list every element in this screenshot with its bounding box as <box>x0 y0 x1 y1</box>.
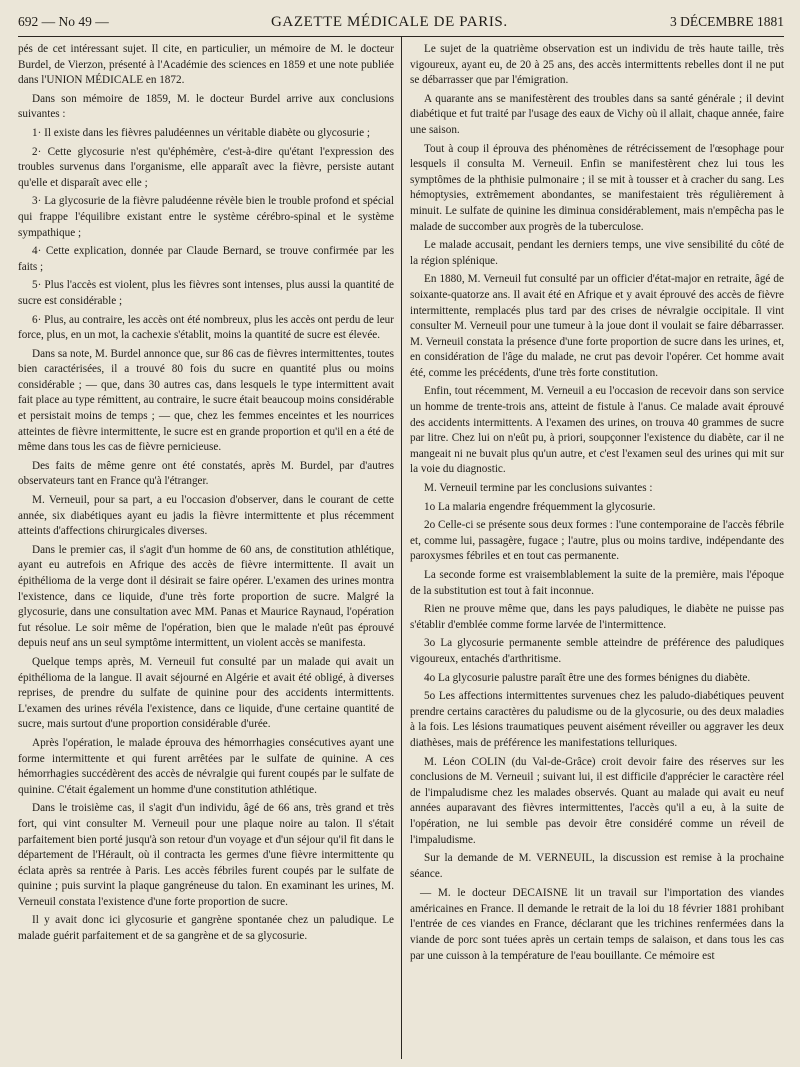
paragraph: Le malade accusait, pendant les derniers temps, une vive sensibilité du côté de la région splénique. <box>410 239 784 267</box>
conclusion-item: 2o Celle-ci se présente sous deux formes : l'une contemporaine de l'accès fébrile et, comme lui, passagère, fugace ; l'autre, plus ou moins tardive, indépendante des paroxysmes fébriles et en tout cas permanente. <box>410 519 784 563</box>
paragraph: M. Verneuil termine par les conclusions suivantes : <box>424 482 653 495</box>
paragraph: — M. le docteur DECAISNE lit un travail sur l'importation des viandes américaines en France. Il demande le retrait de la loi du 18 février 1881 prohibant l'entrée de ces viandes en France, déclarant que les trichines renfermées dans la viande de porc sont tuées après un certain temps de salaison, et dans tous les cas par une cuisson à la température de l'eau bouillante. Ce mémoire est <box>410 887 784 962</box>
list-item: 5· Plus l'accès est violent, plus les fièvres sont intenses, plus aussi la quantité de sucre est considérable ; <box>18 279 394 307</box>
paragraph: Le sujet de la quatrième observation est un individu de très haute taille, très vigoureux, ayant eu, de 20 à 25 ans, des accès intermittents rebelles dont il ne put se débarrasser que par l'émigration. <box>410 43 784 87</box>
paragraph: M. Verneuil, pour sa part, a eu l'occasion d'observer, dans le courant de cette année, six diabétiques ayant eu jadis la fièvre intermittente et plus récemment atteints d'affections chirurgicales diverses. <box>18 494 394 538</box>
paragraph: Dans sa note, M. Burdel annonce que, sur 86 cas de fièvres intermittentes, toutes bien caractérisées, il a trouvé 80 fois du sucre en quantité plus ou moins considérable ; — que, dans 30 autres cas, dans lesquels le type intermittent avait fait place au type rémittent, au contraire, le sucre était beaucoup moins considérable et persistait moins de temps ; — que, chez les femmes enceintes et les nourrices atteintes de fièvre intermittente, le sucre est en grande proportion et qu'il en a été de même dans tous les cas de fièvre pernicieuse. <box>18 347 394 454</box>
paragraph: Après l'opération, le malade éprouva des hémorrhagies consécutives ayant une forme intermittente et qui furent arrêtées par le sulfate de quinine. A ces hémorrhagies succédèrent des accès de névralgie qui furent coupés par le sulfate de quinine. C'était également un homme d'une constitution athlétique. <box>18 736 394 796</box>
paragraph: Dans le premier cas, il s'agit d'un homme de 60 ans, de constitution athlétique, ayant eu autrefois en Afrique des accès de fièvre intermittente. Il avait un épithélioma de la verge dont il désirait se faire opérer. L'examen des urines montra l'existence, dans ce liquide, d'une très forte proportion de sucre. Malgré la glycosurie, dans une consultation avec MM. Panas et Maurice Raynaud, l'opération fut résolue. Le soir même de l'opération, bien que le malade n'eût pas éprouvé depuis neuf ans un seul symptôme intermittent, un violent accès se manifesta. <box>18 543 394 650</box>
paragraph: pés de cet intéressant sujet. Il cite, en particulier, un mémoire de M. le docteur Burdel, de Vierzon, présenté à l'Académie des sciences en 1859 et une note publiée dans l'UNION MÉDICALE en 1872. <box>18 43 394 87</box>
journal-title: GAZETTE MÉDICALE DE PARIS. <box>271 14 508 30</box>
paragraph: Sur la demande de M. VERNEUIL, la discussion est remise à la prochaine séance. <box>410 852 784 880</box>
list-item: 3· La glycosurie de la fièvre paludéenne révèle bien le trouble profond et spécial qui frappe l'équilibre existant entre le système cérébro-spinal et le système sympathique ; <box>18 195 394 239</box>
conclusion-item: 1o La malaria engendre fréquemment la glycosurie. <box>424 500 656 513</box>
paragraph: Quelque temps après, M. Verneuil fut consulté par un malade qui avait un épithélioma de la langue. Il avait séjourné en Algérie et avait été obligé, à diverses reprises, de prendre du sulfate de quinine pour des accidents intermittents. L'examen des urines révéla l'existence, dans ce liquide, d'une certaine quantité de sucre, mais surtout d'une proportion considérable d'urée. <box>18 655 394 731</box>
paragraph: En 1880, M. Verneuil fut consulté par un officier d'état-major en retraite, âgé de soixante-quatorze ans. Il avait été en Afrique et y avait éprouvé des accès de fièvre intermittente, remplacés plus tard par des crises de névralgie occipitale. Il vint consulter M. Verneuil pour une tumeur à la joue dont il voulait se faire débarrasser. M. Verneuil constata la présence d'une forte proportion de sucre dans les urines, et, en considération de l'âge du malade, ne crut pas devoir l'opérer. Cet homme avait été, comme les précédents, d'une très forte constitution. <box>410 273 784 379</box>
conclusion-item: 5o Les affections intermittentes survenues chez les paludo-diabétiques peuvent prendre certains caractères du paludisme ou de la glycosurie, ou des deux maladies à la fois. Les lésions traumatiques peuvent aisément réveiller ou aggraver les deux diathèses, mais de préférence les manifestations telluriques. <box>410 690 784 749</box>
page-number: 692 <box>18 14 39 29</box>
issue-number: — No 49 — <box>41 14 109 29</box>
paragraph: Enfin, tout récemment, M. Verneuil a eu l'occasion de recevoir dans son service un homme de trente-trois ans, atteint de fistule à l'anus. Ce malade avait éprouvé des accidents intermittents. A l'examen des urines, on trouva 40 grammes de sucre par litre. Chez lui on n'eût pu, à priori, soupçonner l'existence du diabète, car il ne mangeait ni ne buvait plus qu'un autre, et c'est l'examen seul des urines qui mit sur la voie du diagnostic. <box>410 385 784 476</box>
paragraph: A quarante ans se manifestèrent des troubles dans sa santé générale ; il devint diabétique et fut traité par l'usage des eaux de Vichy où il allait, chaque année, faire une saison. <box>410 92 784 136</box>
paragraph: Dans le troisième cas, il s'agit d'un individu, âgé de 66 ans, très grand et très fort, qui vint consulter M. Verneuil pour une plaque noire au talon. Il s'était parfaitement bien porté jusqu'à son retour d'un voyage et d'un séjour qu'il fit dans le département de l'Hérault, où il contracta les germes d'une fièvre intermittente qu éclata après sa rentrée à Paris. Les accès fébriles furent coupés par le sulfate de quinine ; puis survint la plaque gangréneuse du talon. En examinant les urines, M. Verneuil constata l'existence d'une forte proportion de sucre. <box>18 802 394 908</box>
conclusion-item: 3o La glycosurie permanente semble atteindre de préférence des paludiques vigoureux, entachés d'arthritisme. <box>410 637 784 665</box>
issue-date: 3 DÉCEMBRE 1881 <box>669 14 784 29</box>
list-item: 6· Plus, au contraire, les accès ont été nombreux, plus les accès ont perdu de leur force, plus, en un mot, la cachexie s'établit, moins la quantité de sucre est élevée. <box>18 313 394 342</box>
conclusion-item: 4o La glycosurie palustre paraît être une des formes bénignes du diabète. <box>424 671 751 684</box>
paragraph: M. Léon COLIN (du Val-de-Grâce) croit devoir faire des réserves sur les conclusions de M. Verneuil ; suivant lui, il est difficile d'apprécier le caractère réel de l'impaludisme chez les malades observés. Quant au malade qui avait eu neuf années auparavant des fièvres intermittentes, l'accès qu'il a eu, à la suite de l'opération, ne lui semble pas devoir être considéré comme un réveil de l'impaludisme. <box>410 755 784 846</box>
page-header-left <box>18 14 109 30</box>
list-item: 2· Cette glycosurie n'est qu'éphémère, c'est-à-dire qu'étant l'expression des troubles survenus dans l'organisme, elle apparaît avec la fièvre, persiste autant qu'elle et disparaît avec elle ; <box>18 145 394 189</box>
article-columns <box>18 37 784 1059</box>
list-item: 4· Cette explication, donnée par Claude Bernard, se trouve confirmée par les faits ; <box>18 245 394 273</box>
masthead <box>18 14 784 37</box>
paragraph: Rien ne prouve même que, dans les pays paludiques, le diabète ne puisse pas s'établir d'emblée comme forme larvée de l'intermittence. <box>410 603 784 631</box>
paragraph: Dans son mémoire de 1859, M. le docteur Burdel arrive aux conclusions suivantes : <box>18 92 394 121</box>
paragraph: La seconde forme est vraisemblablement la suite de la première, mais l'époque de la substitution est tout à fait inconnue. <box>410 569 784 597</box>
right-column <box>401 37 784 1059</box>
paragraph: Il y avait donc ici glycosurie et gangrène spontanée chez un paludique. Le malade guérit parfaitement et de sa gangrène et de sa glycosurie. <box>18 914 394 943</box>
paragraph: Tout à coup il éprouva des phénomènes de rétrécissement de l'œsophage pour lesquels il consulta M. Verneuil. Enfin se manifestèrent chez lui tous les symptômes de la phthisie pulmonaire ; il se mit à tousser et à cracher du sang. Les hémoptysies, extrêmement abondantes, se manifestaient très régulièrement à minuit. Le sulfate de quinine les diminua considérablement, mais n'empêcha pas le malade de succomber aux progrès de la tuberculose. <box>410 142 784 233</box>
paragraph: Des faits de même genre ont été constatés, après M. Burdel, par d'autres observateurs tant en France qu'à l'étranger. <box>18 459 394 488</box>
list-item: 1· Il existe dans les fièvres paludéennes un véritable diabète ou glycosurie ; <box>32 126 370 139</box>
left-column <box>18 37 401 1059</box>
